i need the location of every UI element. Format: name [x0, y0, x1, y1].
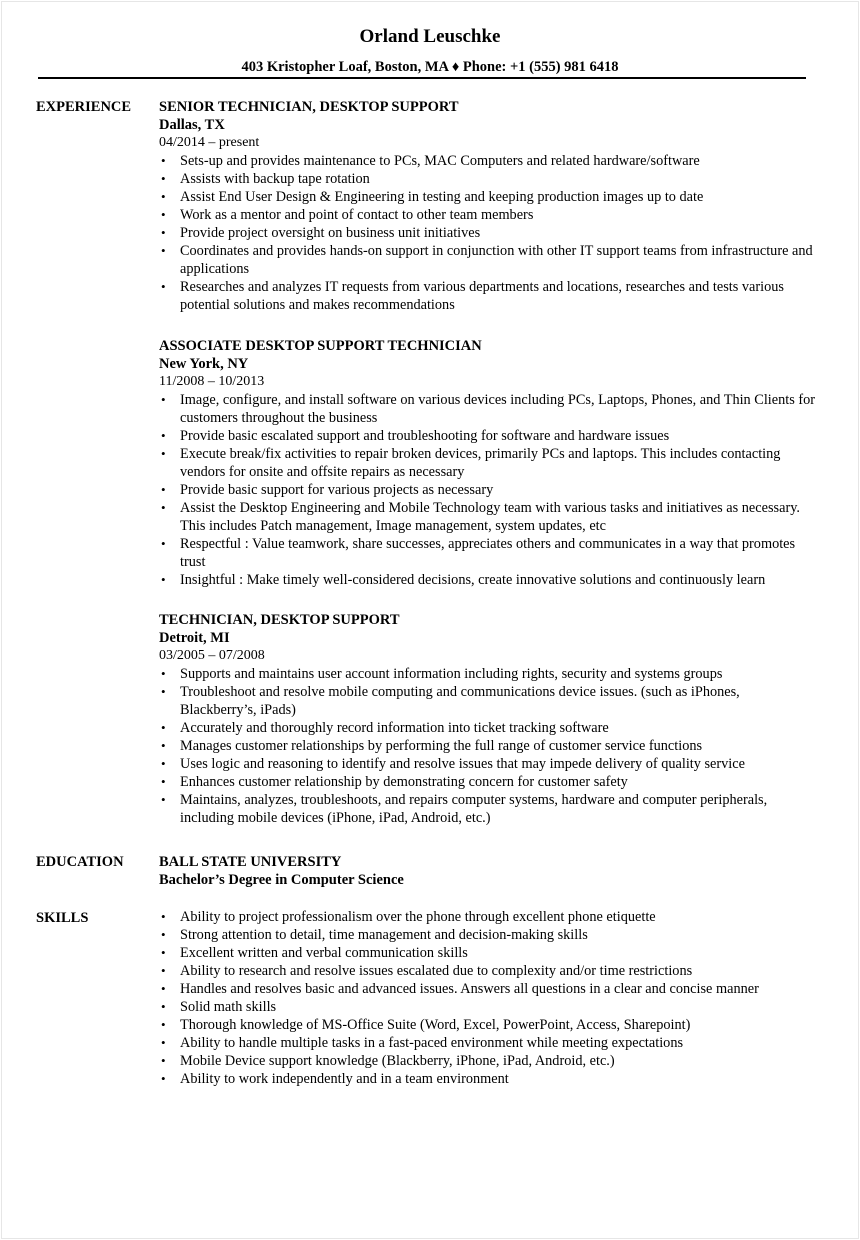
list-item: [159, 998, 819, 1016]
bullet-text: Coordinates and provides hands-on support in conjunction with other IT support teams from infrastructure and applications: [180, 243, 813, 277]
bullet-icon: •: [161, 207, 166, 222]
bullet-icon: •: [161, 792, 166, 807]
list-item: [159, 571, 819, 589]
list-item: [159, 278, 819, 314]
job-bullets: [159, 391, 819, 589]
bullet-icon: •: [161, 1071, 166, 1086]
list-item: [159, 1016, 819, 1034]
skill-text: Ability to research and resolve issues escalated due to complexity and/or time restrictions: [180, 963, 693, 979]
skills-list-block: [159, 908, 819, 1088]
job-2: [159, 337, 819, 589]
list-item: [159, 170, 819, 188]
job-location: Detroit, MI: [159, 630, 230, 646]
skill-text: Handles and resolves basic and advanced issues. Answers all questions in a clear and concise manner: [180, 981, 759, 997]
list-item: [159, 242, 819, 278]
bullet-icon: •: [161, 666, 166, 681]
bullet-icon: •: [161, 999, 166, 1014]
job-bullets: [159, 152, 819, 314]
bullet-icon: •: [161, 720, 166, 735]
bullet-icon: •: [161, 1035, 166, 1050]
job-1: [159, 98, 819, 314]
job-bullets: [159, 665, 819, 827]
bullet-icon: •: [161, 738, 166, 753]
list-item: [159, 152, 819, 170]
list-item: [159, 926, 819, 944]
list-item: [159, 944, 819, 962]
list-item: [159, 719, 819, 737]
bullet-icon: •: [161, 756, 166, 771]
list-item: [159, 908, 819, 926]
bullet-icon: •: [161, 482, 166, 497]
bullet-icon: •: [161, 153, 166, 168]
skill-text: Ability to work independently and in a team environment: [180, 1071, 509, 1087]
list-item: [159, 206, 819, 224]
bullet-icon: •: [161, 392, 166, 407]
list-item: [159, 445, 819, 481]
job-title: ASSOCIATE DESKTOP SUPPORT TECHNICIAN: [159, 338, 482, 354]
skill-text: Mobile Device support knowledge (Blackberry, iPhone, iPad, Android, etc.): [180, 1053, 615, 1069]
list-item: [159, 427, 819, 445]
school-name: BALL STATE UNIVERSITY: [159, 854, 342, 870]
header-divider: [38, 77, 806, 79]
job-location: New York, NY: [159, 356, 249, 372]
bullet-text: Uses logic and reasoning to identify and resolve issues that may impede delivery of quality service: [180, 756, 745, 772]
skill-text: Strong attention to detail, time management and decision-making skills: [180, 927, 588, 943]
candidate-name: Orland Leuschke: [359, 26, 501, 47]
bullet-icon: •: [161, 279, 166, 294]
bullet-icon: •: [161, 945, 166, 960]
job-title: SENIOR TECHNICIAN, DESKTOP SUPPORT: [159, 99, 459, 115]
bullet-text: Troubleshoot and resolve mobile computing and communications device issues. (such as iPhones, Blackberry’s, iPads): [180, 684, 740, 718]
list-item: [159, 665, 819, 683]
bullet-text: Maintains, analyzes, troubleshoots, and repairs computer systems, hardware and computer peripherals, including mobile devices (iPhone, iPad, Android, etc.): [180, 792, 768, 826]
bullet-icon: •: [161, 963, 166, 978]
education-heading: EDUCATION: [36, 854, 124, 870]
list-item: [159, 683, 819, 719]
skill-text: Solid math skills: [180, 999, 277, 1015]
bullet-text: Provide basic support for various projects as necessary: [180, 482, 494, 498]
list-item: [159, 962, 819, 980]
bullet-icon: •: [161, 536, 166, 551]
bullet-text: Researches and analyzes IT requests from various departments and locations, researches and tests various potential solutions and makes recommendations: [180, 279, 784, 313]
bullet-icon: •: [161, 927, 166, 942]
degree: Bachelor’s Degree in Computer Science: [159, 872, 404, 888]
bullet-icon: •: [161, 572, 166, 587]
bullet-icon: •: [161, 428, 166, 443]
list-item: [159, 535, 819, 571]
list-item: [159, 188, 819, 206]
bullet-icon: •: [161, 243, 166, 258]
list-item: [159, 1070, 819, 1088]
experience-heading: EXPERIENCE: [36, 99, 132, 115]
list-item: [159, 773, 819, 791]
bullet-text: Supports and maintains user account information including rights, security and systems groups: [180, 666, 723, 682]
list-item: [159, 391, 819, 427]
bullet-icon: •: [161, 981, 166, 996]
bullet-text: Assist the Desktop Engineering and Mobile Technology team with various tasks and initiatives as necessary. This includes Patch management, Image management, system updates, etc: [180, 500, 800, 534]
bullet-icon: •: [161, 774, 166, 789]
job-dates: 03/2005 – 07/2008: [159, 648, 265, 663]
bullet-icon: •: [161, 1053, 166, 1068]
bullet-text: Manages customer relationships by performing the full range of customer service functions: [180, 738, 703, 754]
list-item: [159, 1034, 819, 1052]
bullet-text: Work as a mentor and point of contact to other team members: [180, 207, 534, 223]
bullet-icon: •: [161, 684, 166, 699]
job-title: TECHNICIAN, DESKTOP SUPPORT: [159, 612, 400, 628]
list-item: [159, 791, 819, 827]
contact-line: 403 Kristopher Loaf, Boston, MA ♦ Phone: +1 (555) 981 6418: [241, 59, 619, 75]
bullet-text: Respectful : Value teamwork, share successes, appreciates others and communicates in a way that promotes trust: [180, 536, 796, 570]
job-dates: 04/2014 – present: [159, 135, 260, 150]
job-dates: 11/2008 – 10/2013: [159, 374, 265, 389]
list-item: [159, 1052, 819, 1070]
skill-text: Ability to handle multiple tasks in a fast-paced environment while meeting expectations: [180, 1035, 684, 1051]
bullet-text: Assists with backup tape rotation: [180, 171, 370, 187]
skill-text: Thorough knowledge of MS-Office Suite (Word, Excel, PowerPoint, Access, Sharepoint): [180, 1017, 691, 1033]
bullet-text: Enhances customer relationship by demonstrating concern for customer safety: [180, 774, 628, 790]
job-3: [159, 611, 819, 827]
skill-text: Ability to project professionalism over the phone through excellent phone etiquette: [180, 909, 656, 925]
list-item: [159, 224, 819, 242]
bullet-text: Sets-up and provides maintenance to PCs, MAC Computers and related hardware/software: [180, 153, 700, 169]
job-location: Dallas, TX: [159, 117, 225, 133]
list-item: [159, 737, 819, 755]
list-item: [159, 499, 819, 535]
bullet-text: Image, configure, and install software on various devices including PCs, Laptops, Phones, and Thin Clients for customers throughout the business: [180, 392, 816, 426]
bullet-text: Provide basic escalated support and troubleshooting for software and hardware issues: [180, 428, 670, 444]
list-item: [159, 980, 819, 998]
bullet-icon: •: [161, 446, 166, 461]
bullet-icon: •: [161, 1017, 166, 1032]
skill-text: Excellent written and verbal communication skills: [180, 945, 468, 961]
bullet-icon: •: [161, 500, 166, 515]
bullet-text: Provide project oversight on business unit initiatives: [180, 225, 481, 241]
skills-heading: SKILLS: [36, 910, 89, 926]
skills-list: [159, 908, 819, 1088]
bullet-icon: •: [161, 171, 166, 186]
bullet-icon: •: [161, 225, 166, 240]
bullet-text: Assist End User Design & Engineering in testing and keeping production images up to date: [180, 189, 704, 205]
bullet-text: Insightful : Make timely well-considered decisions, create innovative solutions and continuously learn: [180, 572, 766, 588]
bullet-icon: •: [161, 189, 166, 204]
bullet-icon: •: [161, 909, 166, 924]
list-item: [159, 481, 819, 499]
bullet-text: Execute break/fix activities to repair broken devices, primarily PCs and laptops. This includes contacting vendors for onsite and offsite repairs as necessary: [180, 446, 781, 480]
bullet-text: Accurately and thoroughly record information into ticket tracking software: [180, 720, 609, 736]
education-entry: [159, 853, 819, 889]
list-item: [159, 755, 819, 773]
